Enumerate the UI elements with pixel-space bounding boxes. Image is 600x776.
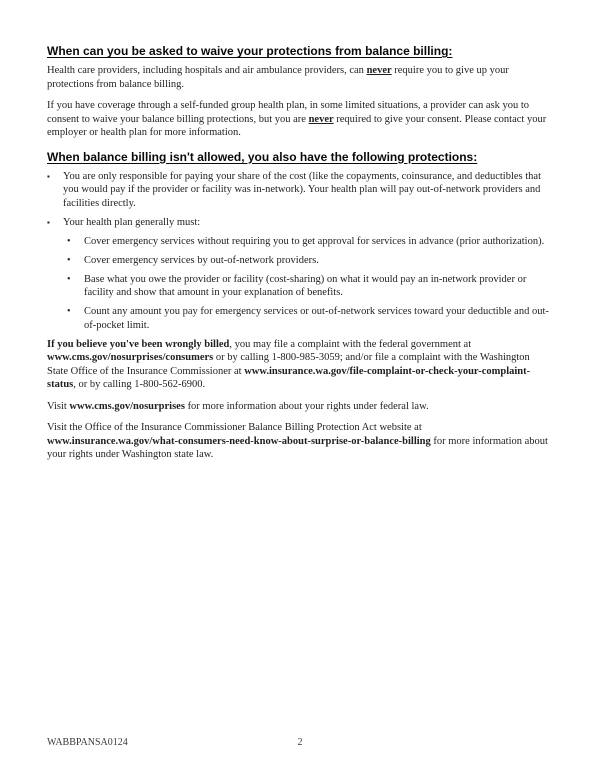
sub-bullet-item — [67, 235, 553, 249]
text-segment: If you have coverage through a self-funded group health plan, in some limited situations, a provider can ask you to consent to waive your balance billing protections, but you are — [47, 100, 529, 125]
text-segment: never — [308, 113, 334, 125]
bullet-text — [84, 254, 553, 268]
text-segment: for more information about your rights under federal law. — [184, 400, 429, 412]
sub-bullet-item — [67, 254, 553, 268]
bullet-text — [63, 216, 553, 230]
round-bullet-marker: • — [67, 235, 71, 247]
text-segment: When balance billing isn't allowed, you also have the following protections: — [47, 149, 478, 164]
text-segment: Visit — [47, 400, 70, 412]
paragraph — [47, 64, 553, 91]
text-segment: require you to give up your protections from balance billing. — [47, 65, 509, 90]
footer-doc-id: WABBPANSA0124 — [47, 737, 128, 748]
text-segment: for more information about your rights under Washington state law. — [47, 435, 548, 460]
text-segment: required to give your consent. Please contact your employer or health plan for more information. — [47, 113, 547, 138]
square-bullet-marker: ▪ — [47, 171, 50, 181]
bullet-text — [84, 235, 553, 249]
section-heading — [47, 44, 553, 59]
page-footer — [47, 737, 553, 748]
text-segment: Count any amount you pay for emergency services or out-of-network services toward your deductible and out-of-pocket limit. — [84, 306, 549, 331]
bullet-text — [84, 273, 553, 300]
text-segment: Your health plan generally must: — [63, 216, 201, 228]
text-segment: Cover emergency services without requiring you to get approval for services in advance (prior authorization). — [84, 235, 545, 247]
text-segment: When can you be asked to waive your protections from balance billing: — [47, 44, 453, 58]
text-segment: www.cms.gov/nosurprises — [69, 400, 185, 412]
footer-page-number: 2 — [297, 737, 303, 748]
bullet-item — [47, 170, 553, 211]
paragraph — [47, 338, 553, 392]
text-segment: www.insurance.wa.gov/what-consumers-need-know-about-surprise-or-balance-billing — [47, 435, 431, 447]
bullet-text — [84, 305, 553, 332]
text-segment: If you believe you've been wrongly billed — [47, 338, 230, 350]
round-bullet-marker: • — [67, 273, 71, 285]
paragraph — [47, 421, 553, 462]
text-segment: , you may file a complaint with the federal government at — [229, 338, 472, 350]
text-segment: Base what you owe the provider or facility (cost-sharing) on what it would pay an in-network provider or facility and show that amount in your explanation of benefits. — [84, 273, 527, 298]
text-segment: , or by calling 1-800-562-6900. — [73, 379, 206, 390]
text-segment: You are only responsible for paying your share of the cost (like the copayments, coinsurance, and deductibles that you would pay if the provider or facility was in-network). Your health plan will pay out-of-network providers and facilities directly. — [63, 170, 542, 209]
sub-bullet-item — [67, 273, 553, 300]
sub-bullet-item — [67, 305, 553, 332]
bullet-text — [63, 170, 553, 211]
paragraph — [47, 400, 553, 414]
text-segment: www.insurance.wa.gov/file-complaint-or-check-your-complaint-status — [47, 365, 531, 390]
text-segment: never — [366, 65, 392, 76]
text-segment: Health care providers, including hospitals and air ambulance providers, can — [47, 65, 367, 76]
text-segment: www.cms.gov/nosurprises/consumers — [47, 352, 214, 363]
section-heading — [47, 150, 553, 165]
square-bullet-marker: ▪ — [47, 217, 50, 227]
document-content — [47, 44, 553, 470]
paragraph — [47, 99, 553, 140]
text-segment: Cover emergency services by out-of-network providers. — [84, 254, 319, 266]
round-bullet-marker: • — [67, 254, 71, 266]
text-segment: Visit the Office of the Insurance Commissioner Balance Billing Protection Act website at — [47, 422, 422, 433]
text-segment: or by calling 1-800-985-3059; and/or file a complaint with the Washington State Office of the Insurance Commissioner at — [47, 352, 530, 377]
round-bullet-marker: • — [67, 306, 71, 317]
bullet-item — [47, 216, 553, 230]
